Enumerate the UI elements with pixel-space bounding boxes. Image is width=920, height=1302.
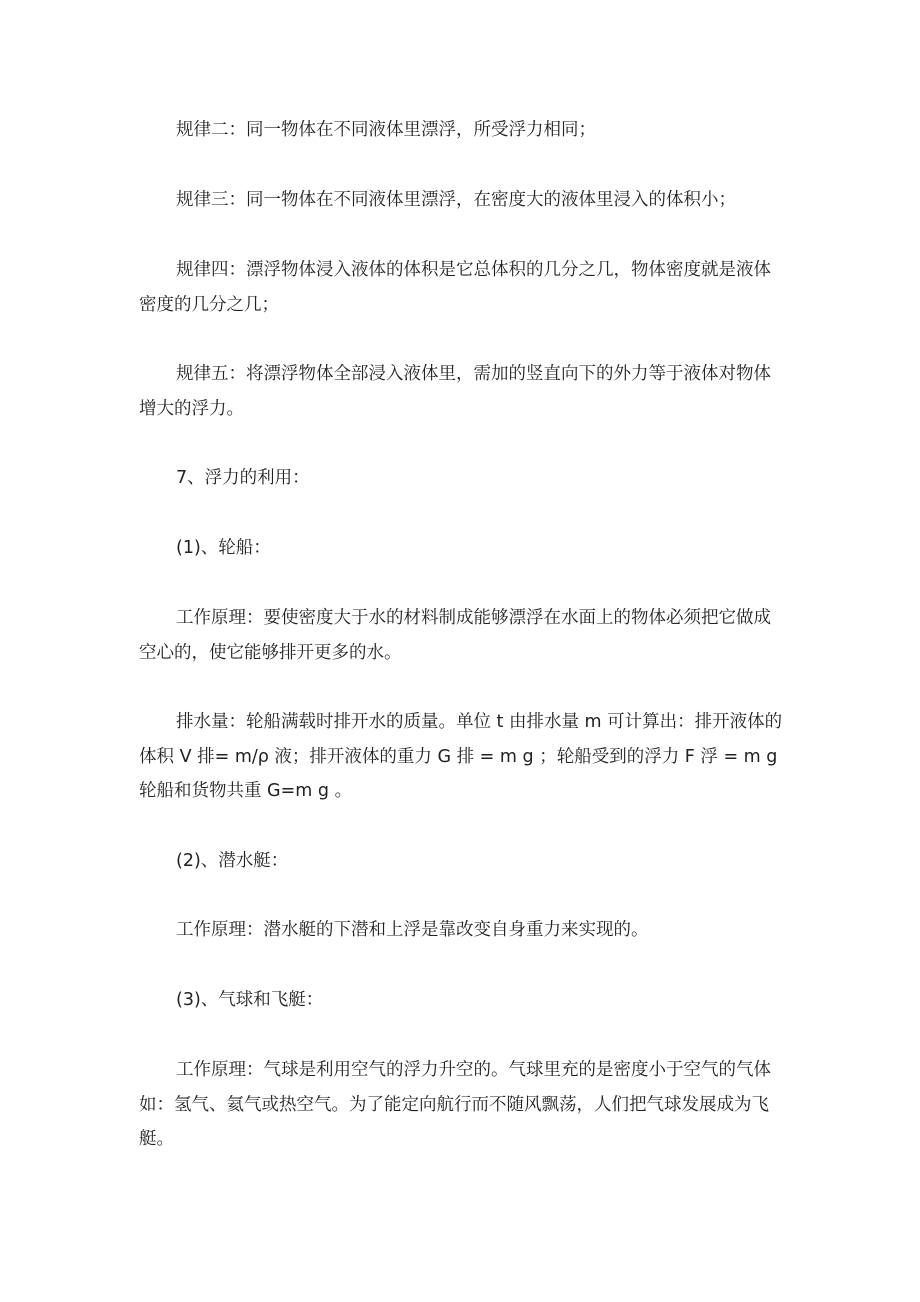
paragraph-submarine-principle: 工作原理：潜水艇的下潜和上浮是靠改变自身重力来实现的。 — [176, 920, 649, 940]
paragraph-rule-3: 规律三：同一物体在不同液体里漂浮，在密度大的液体里浸入的体积小； — [176, 190, 736, 210]
paragraph-balloon-principle: 工作原理：气球是利用空气的浮力升空的。气球里充的是密度小于空气的气体如：氢气、氦气或热空气。为了能定向航行而不随风飘荡，人们把气球发展成为飞艇。 — [139, 1060, 771, 1150]
section-heading-buoyancy-uses: 7、浮力的利用： — [176, 468, 310, 488]
subheading-ship: (1)、轮船： — [176, 538, 271, 558]
paragraph-displacement: 排水量：轮船满载时排开水的质量。单位 t 由排水量 m 可计算出：排开液体的体积 V 排= m/ρ 液；排开液体的重力 G 排 = m g ；轮船受到的浮力 F 浮 = m g 轮船和货物共重 G=m g 。 — [139, 712, 783, 802]
subheading-submarine: (2)、潜水艇： — [176, 851, 289, 871]
paragraph-rule-2: 规律二：同一物体在不同液体里漂浮，所受浮力相同； — [176, 120, 596, 140]
paragraph-rule-5: 规律五：将漂浮物体全部浸入液体里，需加的竖直向下的外力等于液体对物体增大的浮力。 — [139, 364, 771, 419]
paragraph-ship-principle: 工作原理：要使密度大于水的材料制成能够漂浮在水面上的物体必须把它做成空心的，使它能够排开更多的水。 — [139, 608, 771, 663]
subheading-balloon-airship: (3)、气球和飞艇： — [176, 990, 324, 1010]
paragraph-rule-4: 规律四：漂浮物体浸入液体的体积是它总体积的几分之几，物体密度就是液体密度的几分之几； — [139, 260, 771, 315]
